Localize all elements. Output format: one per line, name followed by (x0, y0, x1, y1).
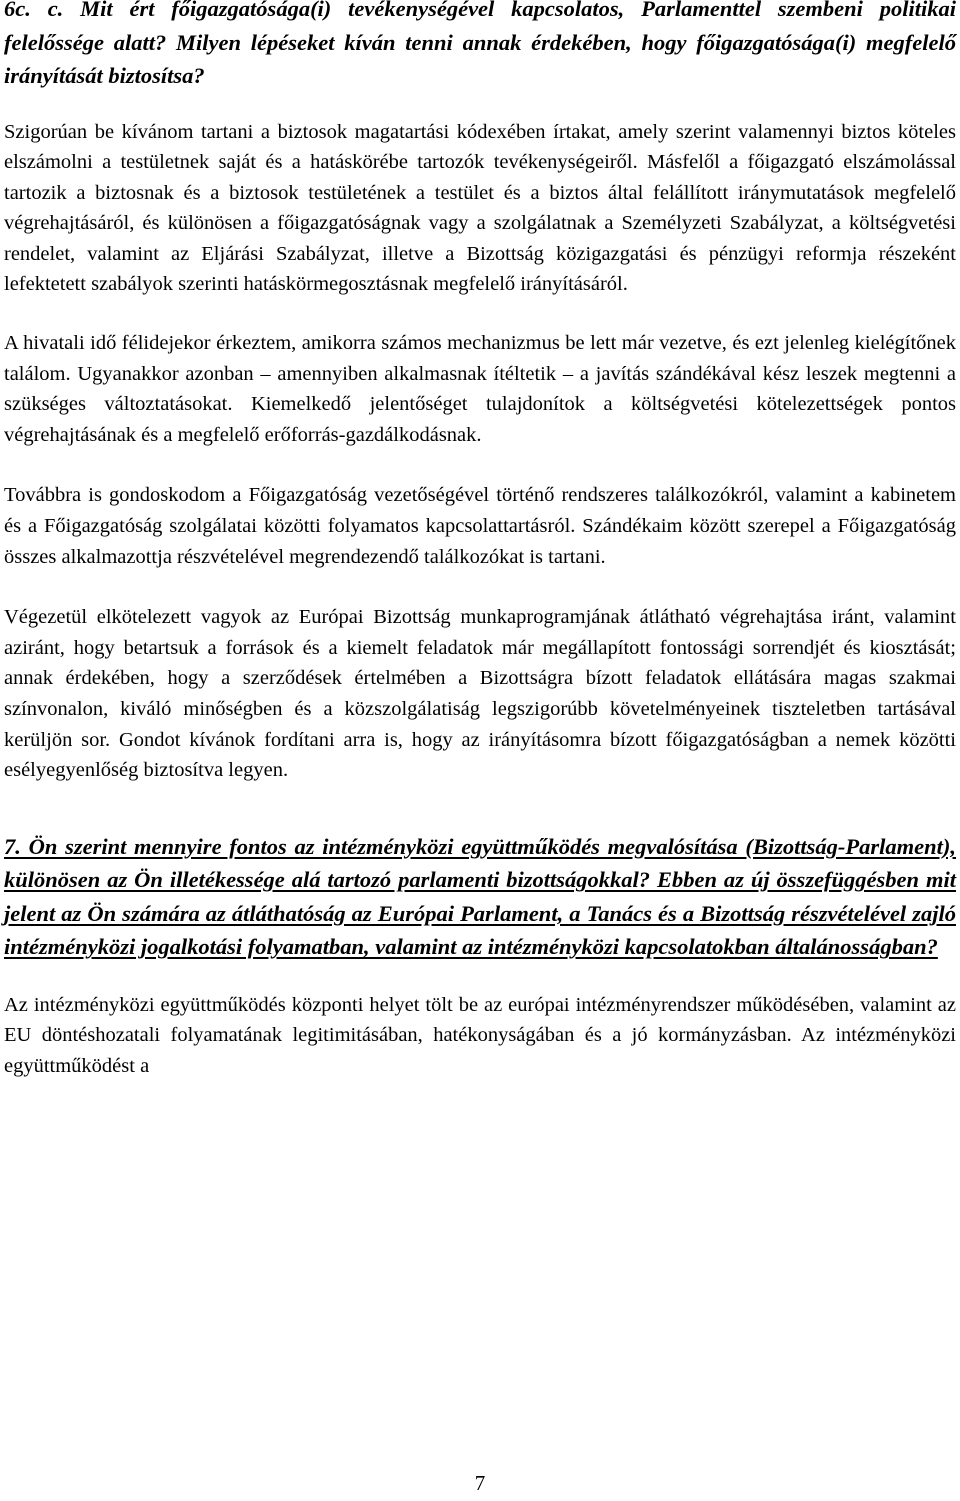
document-page (4, 0, 956, 1082)
answer-6c-paragraph-3: Továbbra is gondoskodom a Főigazgatóság vezetőségével történő rendszeres találkozókról, valamint a kabinetem és a Főigazgatóság szolgálatai közötti folyamatos kapcsolattartásról. Szándékaim között szerepel a Főigazgatóság összes alkalmazottja részvételével megrendezendő találkozókat is tartani. (4, 484, 956, 568)
answer-6c-paragraph-2: A hivatali idő félidejekor érkeztem, amikorra számos mechanizmus be lett már vezetve, és ezt jelenleg kielégítőnek találom. Ugyanakkor azonban – amennyiben alkalmasnak ítéltetik – a javítás szándékával kész leszek megtenni a szükséges változtatásokat. Kiemelkedő jelentőséget tulajdonítok a költségvetési kötelezettségek pontos végrehajtásának és a megfelelő erőforrás-gazdálkodásnak. (4, 332, 956, 446)
answer-7-paragraph-1: Az intézményközi együttműködés központi helyet tölt be az európai intézményrendszer működésében, valamint az EU döntéshozatali folyamatának legitimitásában, hatékonyságában és a jó kormányzásban. Az intézményközi együttműködést a (4, 993, 956, 1077)
question-7-heading: 7. Ön szerint mennyire fontos az intézményközi együttműködés megvalósítása (Bizottság-Parlament), különösen az Ön illetékessége alá tartozó parlamenti bizottságokkal? Ebben az új összefüggésben mit jelent az Ön számára az átláthatóság az Európai Parlament, a Tanács és a Bizottság részvételével zajló intézményközi jogalkotási folyamatban, valamint az intézményközi kapcsolatokban általánosságban? (4, 833, 956, 960)
answer-6c-paragraph-4: Végezetül elkötelezett vagyok az Európai Bizottság munkaprogramjának átlátható végrehajtása iránt, valamint aziránt, hogy betartsuk a források és a kiemelt feladatok már megállapított fontossági sorrendjét és kiosztását; annak érdekében, hogy a szerződések értelmében a Bizottságra bízott feladatok ellátására magas szakmai színvonalon, kiváló minőségben és a közszolgálatiság legszigorúbb követelményeinek tiszteletben tartásával kerüljön sor. Gondot kívánok fordítani arra is, hogy az irányításomra bízott főigazgatóságban a nemek közötti esélyegyenlőség biztosítva legyen. (4, 606, 956, 782)
answer-6c-paragraph-1: Szigorúan be kívánom tartani a biztosok magatartási kódexében írtakat, amely szerint valamennyi biztos köteles elszámolni a testületnek saját és a hatáskörébe tartozók tevékenységeiről. Másfelől a főigazgató elszámolással tartozik a biztosnak és a biztosok testületének a testület és a biztos által felállított iránymutatások megfelelő végrehajtásáról, és különösen a főigazgatóságnak vagy a szolgálatnak a Személyzeti Szabályzat, a költségvetési rendelet, valamint az Eljárási Szabályzat, illetve a Bizottság közigazgatási és pénzügyi reformja részeként lefektetett szabályok szerinti hatáskörmegosztásnak megfelelő irányításáról. (4, 120, 956, 296)
question-6c-heading: 6c. c. Mit ért főigazgatósága(i) tevékenységével kapcsolatos, Parlamenttel szembeni politikai felelőssége alatt? Milyen lépéseket kíván tenni annak érdekében, hogy főigazgatósága(i) megfelelő irányítását biztosítsa? (4, 0, 956, 88)
page-number: 7 (474, 1471, 486, 1495)
